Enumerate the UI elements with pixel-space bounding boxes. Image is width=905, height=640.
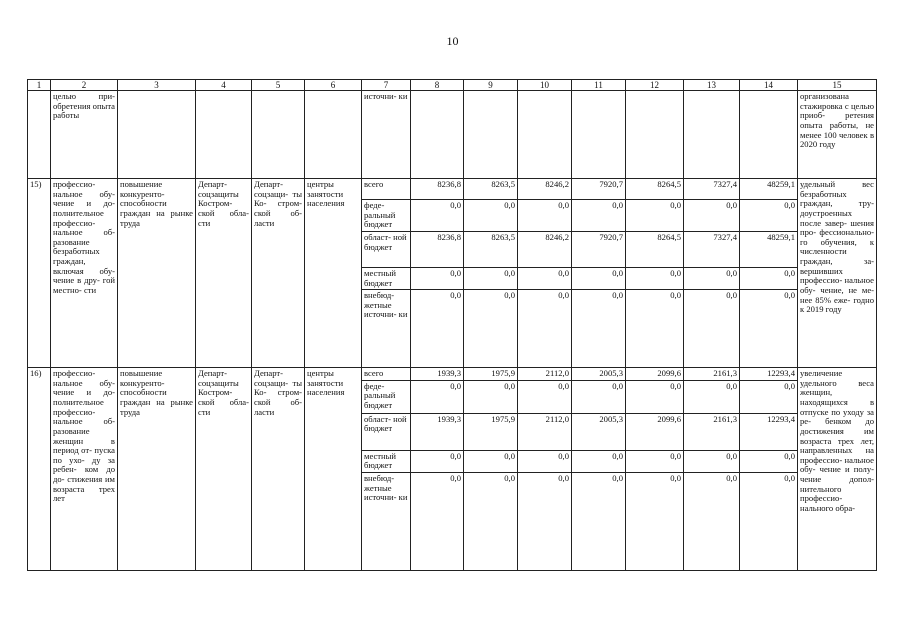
value-cell: 7920,7 <box>572 231 626 267</box>
value-cell: 1975,9 <box>464 413 518 450</box>
total-cell: 12293,4 <box>740 368 798 381</box>
value-cell: 1975,9 <box>464 368 518 381</box>
item-number: 16) <box>28 368 51 571</box>
value-cell: 2005,3 <box>572 413 626 450</box>
funding-source: местный бюджет <box>362 267 411 289</box>
header-col-6: 6 <box>305 80 362 91</box>
co-executor: Департ- соцзащи- ты Ко- стром- ской об- ласти <box>252 368 305 571</box>
total-cell: 0,0 <box>740 200 798 232</box>
value-cell: 0,0 <box>411 473 464 571</box>
funding-source: внебюд- жетные источни- ки <box>362 473 411 571</box>
value-cell: 0,0 <box>518 380 572 413</box>
value-cell: 0,0 <box>518 473 572 571</box>
cell <box>411 91 464 179</box>
value-cell: 0,0 <box>626 473 684 571</box>
table-row <box>28 179 877 200</box>
value-cell: 2112,0 <box>518 368 572 381</box>
cell <box>118 91 196 179</box>
value-cell: 8236,8 <box>411 179 464 200</box>
measure-name: профессио- нальное обу- чение и до- полнительное профессио- нальное об- разование женщин в период от- пуска по ухо- ду за ребен- ком до до- стижения им возраста трех лет <box>51 368 118 571</box>
value-cell: 7327,4 <box>684 231 740 267</box>
value-cell: 0,0 <box>411 450 464 472</box>
continued-row <box>28 91 877 179</box>
total-cell: 48259,1 <box>740 231 798 267</box>
value-cell: 0,0 <box>464 267 518 289</box>
value-cell: 8246,2 <box>518 231 572 267</box>
header-col-1: 1 <box>28 80 51 91</box>
value-cell: 0,0 <box>626 267 684 289</box>
value-cell: 2161,3 <box>684 368 740 381</box>
value-cell: 7327,4 <box>684 179 740 200</box>
header-col-3: 3 <box>118 80 196 91</box>
responsible-executor: Департ- соцзащиты Костром- ской обла- сти <box>196 179 252 368</box>
value-cell: 0,0 <box>626 290 684 368</box>
expected-result: увеличение удельного веса женщин, находящихся в отпуске по уходу за ре- бенком до достижения им возраста трех лет, направленных на профессио- нальное обу- чение и полу- чение допол- нительного профессио- нального обра- <box>798 368 877 571</box>
cell <box>464 91 518 179</box>
total-cell: 0,0 <box>740 290 798 368</box>
value-cell: 0,0 <box>411 380 464 413</box>
continued-measure-text: целью при- обретения опыта работы <box>51 91 118 179</box>
cell <box>28 91 51 179</box>
header-col-4: 4 <box>196 80 252 91</box>
value-cell: 2099,6 <box>626 368 684 381</box>
header-col-8: 8 <box>411 80 464 91</box>
value-cell: 2005,3 <box>572 368 626 381</box>
funding-source: област- ной бюджет <box>362 231 411 267</box>
value-cell: 0,0 <box>572 267 626 289</box>
value-cell: 0,0 <box>464 290 518 368</box>
measure-goal: повышение конкуренто- способности граждан на рынке труда <box>118 179 196 368</box>
value-cell: 0,0 <box>464 473 518 571</box>
value-cell: 0,0 <box>626 450 684 472</box>
value-cell: 8264,5 <box>626 179 684 200</box>
continued-result-text: организована стажировка с целью приоб- ретения опыта работы, не менее 100 человек в 2020 году <box>798 91 877 179</box>
value-cell: 0,0 <box>684 450 740 472</box>
value-cell: 0,0 <box>518 290 572 368</box>
header-col-12: 12 <box>626 80 684 91</box>
value-cell: 0,0 <box>626 380 684 413</box>
value-cell: 0,0 <box>411 200 464 232</box>
value-cell: 0,0 <box>572 473 626 571</box>
total-cell: 0,0 <box>740 450 798 472</box>
value-cell: 0,0 <box>518 450 572 472</box>
measure-goal: повышение конкуренто- способности граждан на рынке труда <box>118 368 196 571</box>
value-cell: 0,0 <box>518 267 572 289</box>
header-col-13: 13 <box>684 80 740 91</box>
value-cell: 0,0 <box>411 290 464 368</box>
total-cell: 0,0 <box>740 380 798 413</box>
cell <box>518 91 572 179</box>
header-col-5: 5 <box>252 80 305 91</box>
value-cell: 7920,7 <box>572 179 626 200</box>
responsible-executor: Департ- соцзащиты Костром- ской обла- сти <box>196 368 252 571</box>
value-cell: 8246,2 <box>518 179 572 200</box>
header-col-14: 14 <box>740 80 798 91</box>
cell <box>572 91 626 179</box>
value-cell: 8264,5 <box>626 231 684 267</box>
participants: центры занятости населения <box>305 368 362 571</box>
program-measures-table <box>27 79 877 571</box>
value-cell: 0,0 <box>572 380 626 413</box>
funding-source: всего <box>362 368 411 381</box>
value-cell: 0,0 <box>464 380 518 413</box>
continued-source-text: источни- ки <box>362 91 411 179</box>
header-col-9: 9 <box>464 80 518 91</box>
header-row <box>28 80 877 91</box>
expected-result: удельный вес безработных граждан, тру- доустроенных после завер- шения про- фессионально- го обучения, к численности граждан, за- вершивших профессио- нальное обу- чение, не ме- нее 85% еже- годно к 2019 году <box>798 179 877 368</box>
page-number: 10 <box>446 34 459 48</box>
header-col-10: 10 <box>518 80 572 91</box>
header-col-7: 7 <box>362 80 411 91</box>
participants: центры занятости населения <box>305 179 362 368</box>
measure-name: профессио- нальное обу- чение и до- полнительное профессио- нальное об- разование безработных граждан, включая обу- чение в дру- гой местно- сти <box>51 179 118 368</box>
cell <box>305 91 362 179</box>
cell <box>252 91 305 179</box>
value-cell: 0,0 <box>684 200 740 232</box>
funding-source: внебюд- жетные источни- ки <box>362 290 411 368</box>
value-cell: 2112,0 <box>518 413 572 450</box>
value-cell: 0,0 <box>684 473 740 571</box>
value-cell: 0,0 <box>684 267 740 289</box>
funding-source: всего <box>362 179 411 200</box>
value-cell: 8236,8 <box>411 231 464 267</box>
table-row <box>28 368 877 381</box>
value-cell: 0,0 <box>572 200 626 232</box>
value-cell: 2161,3 <box>684 413 740 450</box>
header-col-11: 11 <box>572 80 626 91</box>
total-cell: 48259,1 <box>740 179 798 200</box>
value-cell: 0,0 <box>572 290 626 368</box>
value-cell: 0,0 <box>518 200 572 232</box>
value-cell: 1939,3 <box>411 413 464 450</box>
funding-source: област- ной бюджет <box>362 413 411 450</box>
header-col-15: 15 <box>798 80 877 91</box>
value-cell: 0,0 <box>464 200 518 232</box>
total-cell: 12293,4 <box>740 413 798 450</box>
item-number: 15) <box>28 179 51 368</box>
value-cell: 0,0 <box>464 450 518 472</box>
header-col-2: 2 <box>51 80 118 91</box>
cell <box>740 91 798 179</box>
cell <box>196 91 252 179</box>
value-cell: 0,0 <box>684 380 740 413</box>
value-cell: 8263,5 <box>464 231 518 267</box>
funding-source: феде- ральный бюджет <box>362 380 411 413</box>
total-cell: 0,0 <box>740 473 798 571</box>
value-cell: 8263,5 <box>464 179 518 200</box>
cell <box>626 91 684 179</box>
value-cell: 0,0 <box>626 200 684 232</box>
total-cell: 0,0 <box>740 267 798 289</box>
value-cell: 0,0 <box>411 267 464 289</box>
cell <box>684 91 740 179</box>
value-cell: 2099,6 <box>626 413 684 450</box>
co-executor: Департ- соцзащи- ты Ко- стром- ской об- ласти <box>252 179 305 368</box>
funding-source: местный бюджет <box>362 450 411 472</box>
value-cell: 0,0 <box>572 450 626 472</box>
funding-source: феде- ральный бюджет <box>362 200 411 232</box>
value-cell: 0,0 <box>684 290 740 368</box>
value-cell: 1939,3 <box>411 368 464 381</box>
